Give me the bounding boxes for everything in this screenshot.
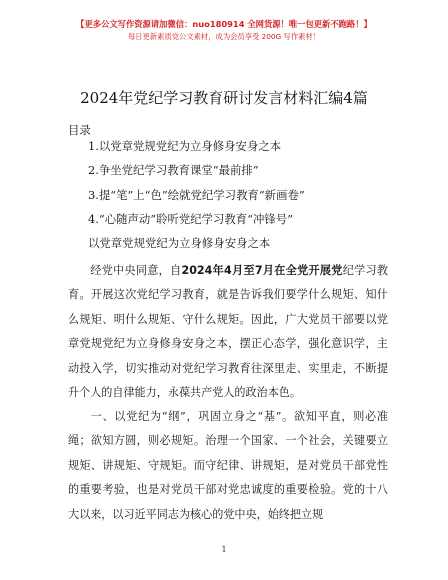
paragraph-1 <box>68 259 388 405</box>
toc-item-1: 1.以党章党规党纪为立身修身安身之本 <box>88 139 282 153</box>
paragraph-1-highlight: 2024年4月至7月在全党开展党 <box>181 264 343 277</box>
document-title: 2024年党纪学习教育研讨发言材料汇编4篇 <box>80 89 368 107</box>
promo-banner-line-2: 每日更新素质党公文素材，成为会员享受 200G 写作素材！ <box>127 32 321 41</box>
paragraph-2-text: 一、以党纪为“纲”，巩固立身之“基”。欲知平直，则必准绳；欲知方圆，则必规矩。治理一个国家、一个社会，关键要立规矩、讲规矩、守规矩。而守纪律、讲规矩，是对党员干部党性的重要考验，也是对党员干部对党忠诚度的重要检验。党的十八大以来，以习近平同志为核心的党中央，始终把立规 <box>68 410 388 521</box>
page-number: 1 <box>221 545 227 554</box>
paragraph-1-lead: 经党中央同意，自 <box>90 264 182 277</box>
toc-item-3: 3.提“笔”上“色”绘就党纪学习教育“新画卷” <box>88 188 305 202</box>
paragraph-2 <box>68 405 388 527</box>
toc-item-4: 4.“心随声动”聆听党纪学习教育“冲锋号” <box>88 212 294 226</box>
toc-label: 目录 <box>68 123 91 137</box>
promo-banner <box>0 18 448 43</box>
promo-banner-line-1: 【更多公文写作资源请加微信：nuo180914 全网货源！唯一包更新不跑路！】 <box>76 19 372 29</box>
paragraph-1-rest: 纪学习教育。开展这次党纪学习教育，就是告诉我们要学什么规矩、知什么规矩、明什么规矩、守什么规矩。因此，广大党员干部要以党章党规党纪为立身修身安身之本，摆正心态学，强化意识学，主动投入学，切实推动对党纪学习教育往深里走、实里走，不断提升个人的自律能力，永葆共产党人的政治本色。 <box>68 264 388 400</box>
section-heading: 以党章党规党纪为立身修身安身之本 <box>88 236 271 250</box>
toc-item-2: 2.争坐党纪学习教育课堂“最前排” <box>88 163 259 177</box>
